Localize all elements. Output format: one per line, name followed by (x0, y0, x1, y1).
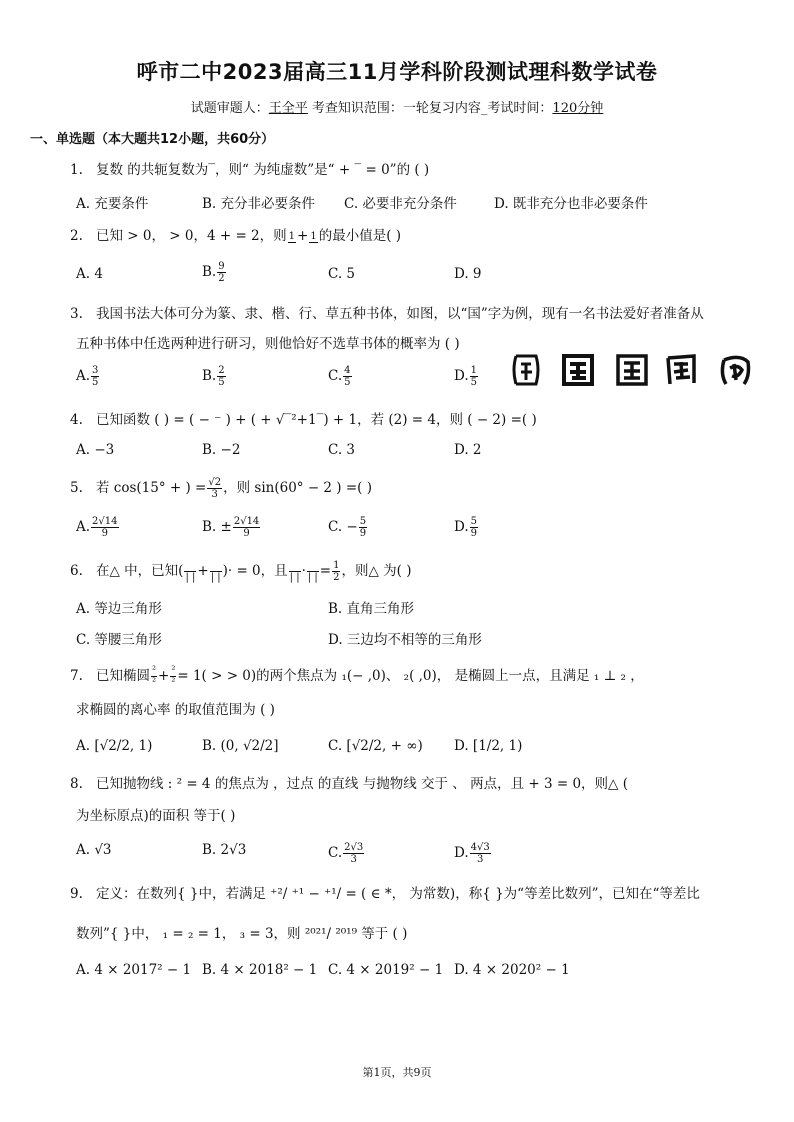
question-9-line2: 数列”{ }中， ₁ = ₂ = 1， ₃ = 3，则 ²⁰²¹/ ²⁰¹⁹ 等于 ( ) (76, 926, 408, 942)
question-8-line2: 为坐标原点)的面积 等于( ) (76, 808, 236, 824)
option-a: A. −3 (76, 442, 115, 458)
question-3: 3. 我国书法大体可分为篆、隶、楷、行、草五种书体，如图，以“国”字为例，现有一名书法爱好者准备从 (70, 306, 704, 322)
option-a: A. [√2/2, 1) (76, 738, 153, 754)
seal-script-glyph (514, 356, 538, 384)
option-b: B. $\frac{2}{5}$ (202, 365, 225, 388)
option-c: C. 等腰三角形 (76, 632, 162, 648)
section-title: 一、单选题（本大题共12小题，共60分） (30, 132, 275, 147)
question-4: 4. 已知函数 ( ) = ( − ⁻ ) + ( + √‾²+1‾) + 1，若 (2) = 4，则 ( − 2) =( ) (70, 412, 537, 428)
option-c: C. [√2/2, + ∞) (328, 738, 423, 754)
option-d: D. $\frac{4√3}{3}$ (454, 842, 490, 865)
calligraphy-guo-figure (508, 350, 758, 390)
running-script-glyph (668, 356, 694, 384)
option-d: D. $\frac{5}{9}$ (454, 516, 478, 539)
question-5: 5. 若 cos(15° + ) = $\frac{√2}{3}$ ，则 sin(60° − 2 ) =( ) (70, 477, 373, 500)
option-a: A. 4 (76, 266, 103, 282)
question-8: 8. 已知抛物线 : ² = 4 的焦点为 ，过点 的直线 与抛物线 交于 、 两点，且 + 3 = 0，则△ ( (70, 776, 628, 792)
question-7: 7. 已知椭圆 $\frac{\text{²}}{\text{²}}$ + $\frac{\text{²}}{\text{²}}$ = 1( > > 0)的两个焦点为 ₁(− ,0)、 ₂( ,0)， 是椭圆上一点，且满足 ₁ ⊥ ₂ ， (70, 665, 644, 688)
option-b: B. $\frac{9}{2}$ (202, 261, 225, 284)
option-c: C. − $\frac{5}{9}$ (328, 516, 367, 539)
option-d: D. 4 × 2020² − 1 (454, 962, 570, 978)
option-a: A. √3 (76, 842, 112, 858)
regular-script-glyph (618, 356, 646, 384)
question-7-line2: 求椭圆的离心率 的取值范围为 ( ) (76, 702, 275, 718)
option-c: C. 5 (328, 266, 356, 282)
option-a: A. 充要条件 (76, 196, 149, 212)
option-b: B. 2√3 (202, 842, 247, 858)
option-c: C. $\frac{4}{5}$ (328, 365, 351, 388)
scope-label: 考查知识范围：一轮复习内容_考试时间： (307, 101, 553, 116)
option-b: B. −2 (202, 442, 241, 458)
option-b: B. 充分非必要条件 (202, 196, 316, 212)
exam-subtitle (0, 97, 794, 116)
question-9: 9. 定义：在数列{ }中，若满足 ⁺²/ ⁺¹ − ⁺¹/ = ( ∈ *， 为常数)，称{ }为“等差比数列”，已知在“等差比 (70, 886, 700, 902)
option-a: A. $\frac{3}{5}$ (76, 365, 99, 388)
page-number: 第1页，共9页 (362, 1066, 432, 1079)
option-b: B. 直角三角形 (328, 601, 415, 617)
fraction: 1 (288, 230, 296, 242)
question-1: 1. 复数 的共轭复数为‾，则“ 为纯虚数”是“ + ‾ = 0”的 ( ) (70, 162, 430, 178)
question-3-line2: 五种书体中任选两种进行研习，则他恰好不选草书体的概率为 ( ) (76, 336, 460, 352)
option-b: B. 4 × 2018² − 1 (202, 962, 318, 978)
option-b: B. ± $\frac{2√14}{9}$ (202, 516, 260, 539)
reviewer-label: 试题审题人： (190, 101, 269, 116)
option-d: D. [1/2, 1) (454, 738, 523, 754)
reviewer-name: 王全平 (268, 101, 308, 116)
option-c: C. 3 (328, 442, 356, 458)
option-d: D. 三边均不相等的三角形 (328, 632, 482, 648)
cursive-script-glyph (722, 357, 748, 384)
option-c: C. 必要非充分条件 (344, 196, 457, 212)
option-a: A. $\frac{2√14}{9}$ (76, 516, 118, 539)
exam-title: 呼市二中2023届高三11月学科阶段测试理科数学试卷 (136, 60, 658, 84)
option-d: D. 2 (454, 442, 482, 458)
clerical-script-glyph (564, 356, 592, 384)
option-a: A. 4 × 2017² − 1 (76, 962, 192, 978)
question-2: 2. 已知 > 0， > 0，4 + = 2，则 1 + 1 的最小值是( ) (70, 228, 402, 244)
option-c: C. $\frac{2√3}{3}$ (328, 842, 364, 865)
option-a: A. 等边三角形 (76, 601, 162, 617)
fraction: 1 (310, 230, 317, 242)
option-b: B. (0, √2/2] (202, 738, 279, 754)
question-6: 6. 在△ 中，已知( | | + | | )· = 0，且 | | · | | = $\frac{1}{2}$ ，则△ 为( ) (70, 560, 412, 583)
option-c: C. 4 × 2019² − 1 (328, 962, 444, 978)
option-d: D. 9 (454, 266, 482, 282)
option-d: D. 既非充分也非必要条件 (494, 196, 648, 212)
question-text: 复数 的共轭复数为‾，则“ 为纯虚数”是“ + ‾ = 0”的 ( ) (96, 162, 430, 178)
exam-time: 120分钟 (552, 101, 604, 116)
option-d: D. $\frac{1}{5}$ (454, 365, 478, 388)
